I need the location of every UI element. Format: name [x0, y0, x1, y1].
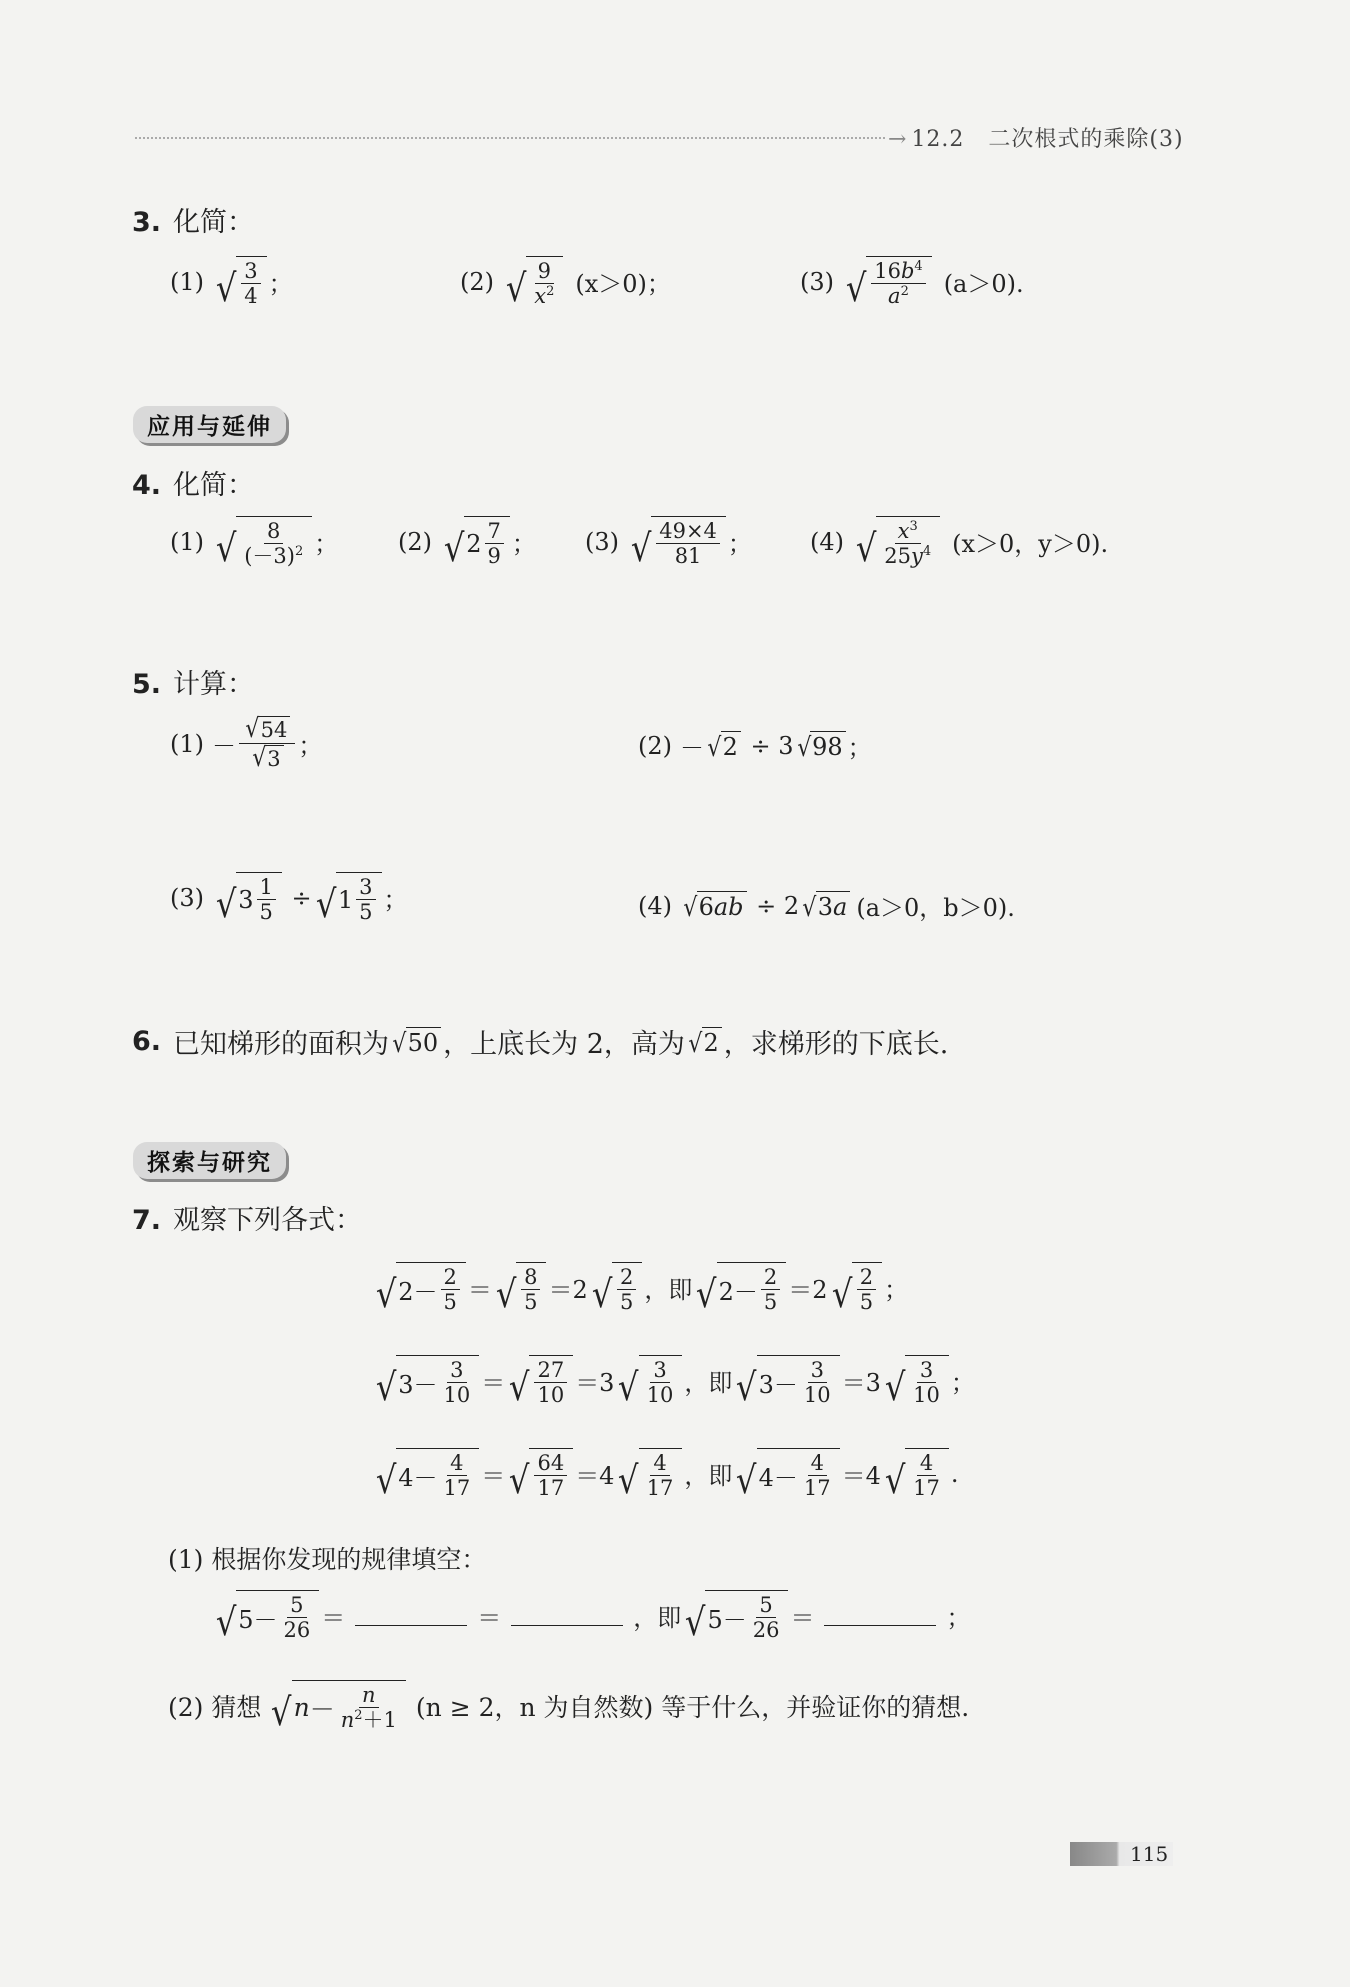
q5-part-2: (2) － √ 2 ÷ 3 √ 98 ； [638, 731, 872, 763]
question-text: 已知梯形的面积为 [173, 1029, 390, 1060]
question-text: ，求梯形的下底长. [723, 1029, 949, 1060]
blank-1[interactable] [355, 1605, 467, 1626]
sqrt-expression: √ $\frac{8}{(-3)^2}$ [214, 516, 312, 567]
section-title: 二次根式的乘除(3) [988, 127, 1184, 152]
q5-part-4: (4) √ 6 ab ÷ 2 √ 3 a (a＞0，b＞0). [638, 888, 1015, 923]
question-text: ，上底长为 2，高为 [443, 1029, 685, 1060]
q4-part-2: (2) √ 2 $\frac{7}{9}$ ； [398, 516, 536, 567]
header-dotted-rule [135, 137, 885, 139]
question-5 [132, 662, 254, 701]
pattern-equation-1: √ 2－ $\frac{2}{5}$ ＝ √ $\frac{8}{5}$ ＝2 √ $\frac{2}{5}$ ，即 √ 2－ $\frac{2}{5}$ ＝2 √ $\frac{2}{5}$ ； [372, 1262, 908, 1313]
q5-part-3: (3) √ 3 $\frac{1}{5}$ ÷ √ 1 $\frac{3}{5}$ ； [170, 872, 408, 923]
arrow-icon: → [888, 127, 908, 152]
q7-sub-1: (1) 根据你发现的规律填空： [168, 1545, 487, 1574]
part-label: (2) [460, 267, 494, 296]
sub2-text: (n ≥ 2，n 为自然数) 等于什么，并验证你的猜想. [415, 1692, 970, 1722]
question-number: 6. [132, 1026, 162, 1057]
part-label: (4) [810, 527, 844, 556]
section-badge-apply: 应用与延伸 [133, 406, 286, 443]
part-label: (1) [170, 729, 204, 758]
section-badge-explore: 探索与研究 [133, 1142, 286, 1179]
q5-part-1: (1) － √ 54 √ 3 ； [170, 714, 323, 773]
question-number: 7. [132, 1205, 162, 1236]
part-label: (1) [170, 267, 204, 296]
question-text: 计算： [173, 669, 255, 700]
ji-text: ，即 [633, 1604, 682, 1633]
sub2-text: (2) 猜想 [168, 1692, 262, 1722]
part-label: (3) [170, 883, 204, 912]
question-text: 观察下列各式： [173, 1205, 363, 1236]
q4-part-4 [810, 516, 1109, 571]
sqrt-expression: √ $\frac{x^3}{25y^4}$ [854, 516, 940, 567]
part-label: (1) [170, 527, 204, 556]
ji-text: ，即 [684, 1369, 733, 1398]
running-header [888, 122, 1184, 153]
q3-part-2 [460, 256, 671, 311]
q4-part-3: (3) √ $\frac{49\times 4}{81}$ ； [585, 516, 752, 567]
question-number: 5. [132, 669, 162, 700]
sqrt-expression: √ $\frac{16b^4}{a^2}$ [844, 256, 932, 307]
page-number: 115 [1130, 1842, 1169, 1866]
part-label: (3) [585, 527, 619, 556]
condition: (a＞0，b＞0). [856, 894, 1015, 922]
sqrt-expression: √ $\frac{3}{4}$ [214, 256, 267, 307]
sqrt-expression: √ 2 $\frac{7}{9}$ [442, 516, 510, 567]
section-number: 12.2 [911, 127, 965, 152]
question-text: 化简： [173, 207, 255, 238]
condition: (x＞0，y＞0). [952, 530, 1109, 559]
question-6: 6. 已知梯形的面积为 √ 50 ，上底长为 2，高为 √ 2 ，求梯形的下底长. [132, 1022, 948, 1061]
part-label: (2) [638, 731, 672, 760]
condition: (a＞0). [943, 270, 1024, 299]
question-number: 3. [132, 207, 162, 238]
part-label: (2) [398, 527, 432, 556]
ji-text: ，即 [644, 1276, 693, 1305]
part-label: (4) [638, 891, 672, 920]
q3-part-1: (1) √ $\frac{3}{4}$ ； [170, 256, 293, 307]
sqrt-expression: √ $\frac{49\times 4}{81}$ [629, 516, 726, 567]
ji-text: ，即 [684, 1462, 733, 1491]
sqrt-expression: √ 1 $\frac{3}{5}$ [314, 872, 382, 923]
part-label: (3) [800, 267, 834, 296]
q7-sub-2: (2) 猜想 √ n － $\frac{n}{n^2+1}$ (n ≥ 2，n 为自然数) 等于什么，并验证你的猜想. [168, 1680, 969, 1731]
q3-part-3 [800, 256, 1024, 311]
question-number: 4. [132, 470, 162, 501]
question-3 [132, 200, 254, 239]
sqrt-expression: √ $\frac{9}{x^2}$ [504, 256, 563, 307]
pattern-equation-3: √ 4－ $\frac{4}{17}$ ＝ √ $\frac{64}{17}$ ＝4 √ $\frac{4}{17}$ ，即 √ 4－ $\frac{4}{17}$ ＝4 √ $\frac{4}{17}$ . [372, 1448, 959, 1499]
blank-2[interactable] [511, 1605, 623, 1626]
condition: (x＞0)； [575, 270, 671, 299]
question-4 [132, 463, 254, 502]
pattern-equation-2: √ 3－ $\frac{3}{10}$ ＝ √ $\frac{27}{10}$ ＝3 √ $\frac{3}{10}$ ，即 √ 3－ $\frac{3}{10}$ ＝3 √ $\frac{3}{10}$ ； [372, 1355, 975, 1406]
question-text: 化简： [173, 470, 255, 501]
q4-part-1: (1) √ $\frac{8}{(-3)^2}$ ； [170, 516, 338, 567]
sqrt-expression: √ 3 $\frac{1}{5}$ [214, 872, 282, 923]
blank-3[interactable] [824, 1605, 936, 1626]
fill-blank-equation: √ 5－ $\frac{5}{26}$ ＝ ＝ ，即 √ 5－ $\frac{5}{26}$ ＝ ； [212, 1590, 970, 1641]
question-7 [132, 1198, 362, 1237]
